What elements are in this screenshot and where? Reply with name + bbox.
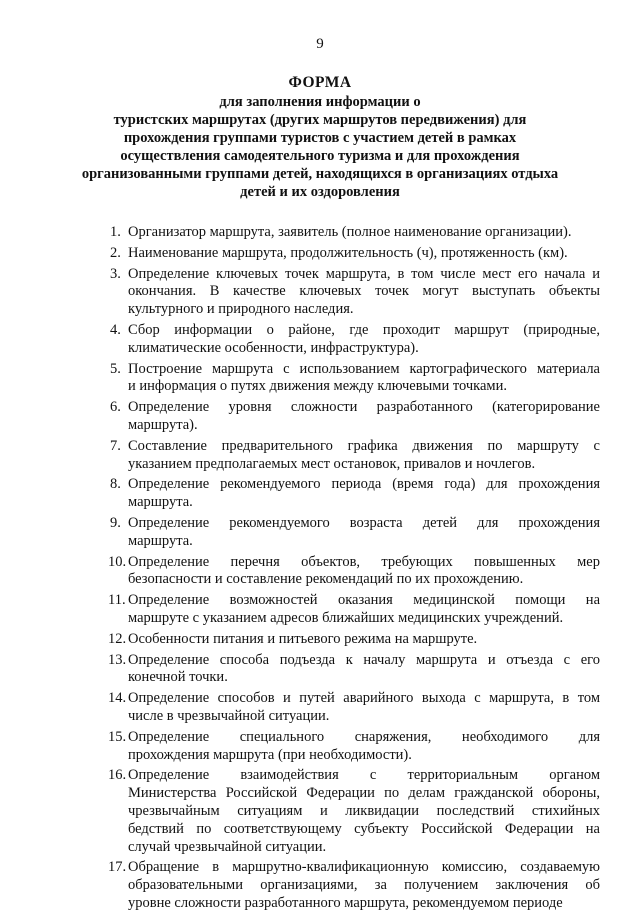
- list-item-number: 17.: [108, 859, 127, 876]
- list-item-line: Определение уровня сложности разработанного (категорирование: [128, 399, 600, 416]
- list-item-line: Определение ключевых точек маршрута, в том числе мест его начала и: [128, 265, 600, 282]
- list-item-text: [128, 322, 600, 358]
- list-item-number: 6.: [110, 399, 121, 416]
- list-item-text: [128, 729, 600, 765]
- list-item-text: [128, 767, 600, 856]
- list-item-number: 13.: [108, 651, 127, 668]
- list-item-text: [128, 245, 600, 263]
- list-item-text: [128, 690, 600, 726]
- list-item-number: 16.: [108, 767, 127, 784]
- list-item-line: числе в чрезвычайной ситуации.: [128, 707, 330, 724]
- list-item-line: Определение перечня объектов, требующих повышенных мер: [128, 553, 600, 570]
- list-item: [110, 690, 600, 726]
- subtitle-line: прохождения группами туристов с участием детей в рамках: [123, 130, 517, 146]
- list-item-text: [128, 399, 600, 435]
- list-item: [110, 322, 600, 358]
- list-item: [110, 399, 600, 435]
- list-item-number: 11.: [108, 592, 126, 609]
- page-number: 9: [316, 36, 324, 52]
- list-item-line: культурного и природного наследия.: [128, 301, 354, 318]
- list-item-line: Построение маршрута с использованием картографического материала: [128, 360, 600, 377]
- form-subtitle: [60, 93, 580, 201]
- list-item-line: прохождения маршрута (при необходимости).: [128, 746, 412, 763]
- list-item-text: [128, 631, 600, 649]
- list-item-text: [128, 361, 600, 397]
- list-item-number: 2.: [110, 244, 121, 261]
- list-item-line: Особенности питания и питьевого режима на маршруте.: [128, 630, 478, 647]
- list-item: [110, 224, 600, 242]
- list-item-number: 3.: [110, 265, 121, 282]
- list-item-number: 4.: [110, 321, 121, 338]
- list-item-line: и информация о путях движения между ключевыми точками.: [128, 378, 507, 395]
- list-item-line: Наименование маршрута, продолжительность (ч), протяженность (км).: [128, 244, 568, 261]
- form-title: ФОРМА: [288, 74, 352, 91]
- list-item-line: Организатор маршрута, заявитель (полное наименование организации).: [128, 224, 572, 240]
- list-item: [110, 767, 600, 856]
- list-item-line: маршруте с указанием адресов ближайших медицинских учреждений.: [128, 609, 564, 626]
- list-item: [110, 266, 600, 319]
- subtitle-line: организованными группами детей, находящихся в организациях отдыха: [81, 166, 559, 182]
- list-item: [110, 592, 600, 628]
- list-item-line: конечной точки.: [128, 669, 228, 686]
- list-item-line: Определение рекомендуемого возраста детей для прохождения: [128, 514, 600, 531]
- list-item-text: [128, 438, 600, 474]
- list-item-line: окончания. В качестве ключевых точек могут выступать объекты: [128, 283, 600, 300]
- list-item-text: [128, 266, 600, 319]
- subtitle-line: для заполнения информации о: [219, 94, 421, 110]
- list-item-line: уровне сложности разработанного маршрута, рекомендуемом периоде: [128, 894, 563, 911]
- list-item-number: 14.: [108, 690, 127, 707]
- list-item: [110, 476, 600, 512]
- list-item-number: 1.: [110, 224, 121, 240]
- list-item-text: [128, 224, 600, 242]
- list-item-text: [128, 476, 600, 512]
- list-item-number: 7.: [110, 437, 121, 454]
- list-item-line: Определение взаимодействия с территориальным органом: [128, 767, 600, 784]
- list-item-line: маршрута).: [128, 416, 198, 433]
- list-item-text: [128, 652, 600, 688]
- list-item-line: Определение способа подъезда к началу маршрута и отъезда с его: [128, 651, 600, 668]
- list-item-line: маршрута.: [128, 494, 193, 511]
- subtitle-line: туристских маршрутах (других маршрутов передвижения) для: [113, 112, 527, 128]
- list-item: [110, 515, 600, 551]
- list-item: [110, 438, 600, 474]
- list-item: [110, 245, 600, 263]
- list-item: [110, 361, 600, 397]
- list-item-number: 9.: [110, 514, 121, 531]
- list-item-text: [128, 592, 600, 628]
- list-item-line: Определение способов и путей аварийного выхода с маршрута, в том: [128, 690, 600, 707]
- list-item-number: 8.: [110, 476, 121, 493]
- list-item-text: [128, 554, 600, 590]
- list-item-line: образовательными организациями, за получением заключения об: [128, 877, 600, 894]
- list-item-number: 5.: [110, 360, 121, 377]
- list-item-line: Определение возможностей оказания медицинской помощи на: [128, 592, 600, 609]
- list-item-line: Обращение в маршрутно-квалификационную комиссию, создаваемую: [128, 859, 600, 876]
- list-item-line: Определение рекомендуемого периода (время года) для прохождения: [128, 476, 600, 493]
- list-item-line: Министерства Российской Федерации по делам гражданской обороны,: [128, 785, 600, 802]
- list-item-text: [128, 515, 600, 551]
- list-item: [110, 631, 600, 649]
- list-item-line: маршрута.: [128, 532, 193, 549]
- list-item-number: 15.: [108, 728, 127, 745]
- subtitle-line: детей и их оздоровления: [240, 184, 400, 200]
- list-item-line: Сбор информации о районе, где проходит маршрут (природные,: [128, 321, 600, 338]
- subtitle-line: осуществления самодеятельного туризма и для прохождения: [120, 148, 520, 164]
- list-item: [110, 652, 600, 688]
- list-item-line: бедствий по соответствующему субъекту Российской Федерации на: [128, 820, 600, 837]
- list-item-line: Составление предварительного графика движения по маршруту с: [128, 437, 600, 454]
- list-item-line: указанием предполагаемых мест остановок, привалов и ночлегов.: [128, 455, 536, 472]
- list-item-number: 12.: [108, 630, 127, 647]
- instruction-list: [110, 224, 600, 916]
- list-item-line: чрезвычайным ситуациям и ликвидации последствий стихийных: [128, 802, 600, 819]
- list-item-line: случай чрезвычайной ситуации.: [128, 838, 327, 855]
- list-item-number: 10.: [108, 553, 127, 570]
- list-item-line: безопасности и составление рекомендаций по их прохождению.: [128, 571, 524, 588]
- list-item: [110, 554, 600, 590]
- list-item: [110, 729, 600, 765]
- list-item-line: Определение специального снаряжения, необходимого для: [128, 728, 600, 745]
- list-item-line: климатические особенности, инфраструктура).: [128, 339, 419, 356]
